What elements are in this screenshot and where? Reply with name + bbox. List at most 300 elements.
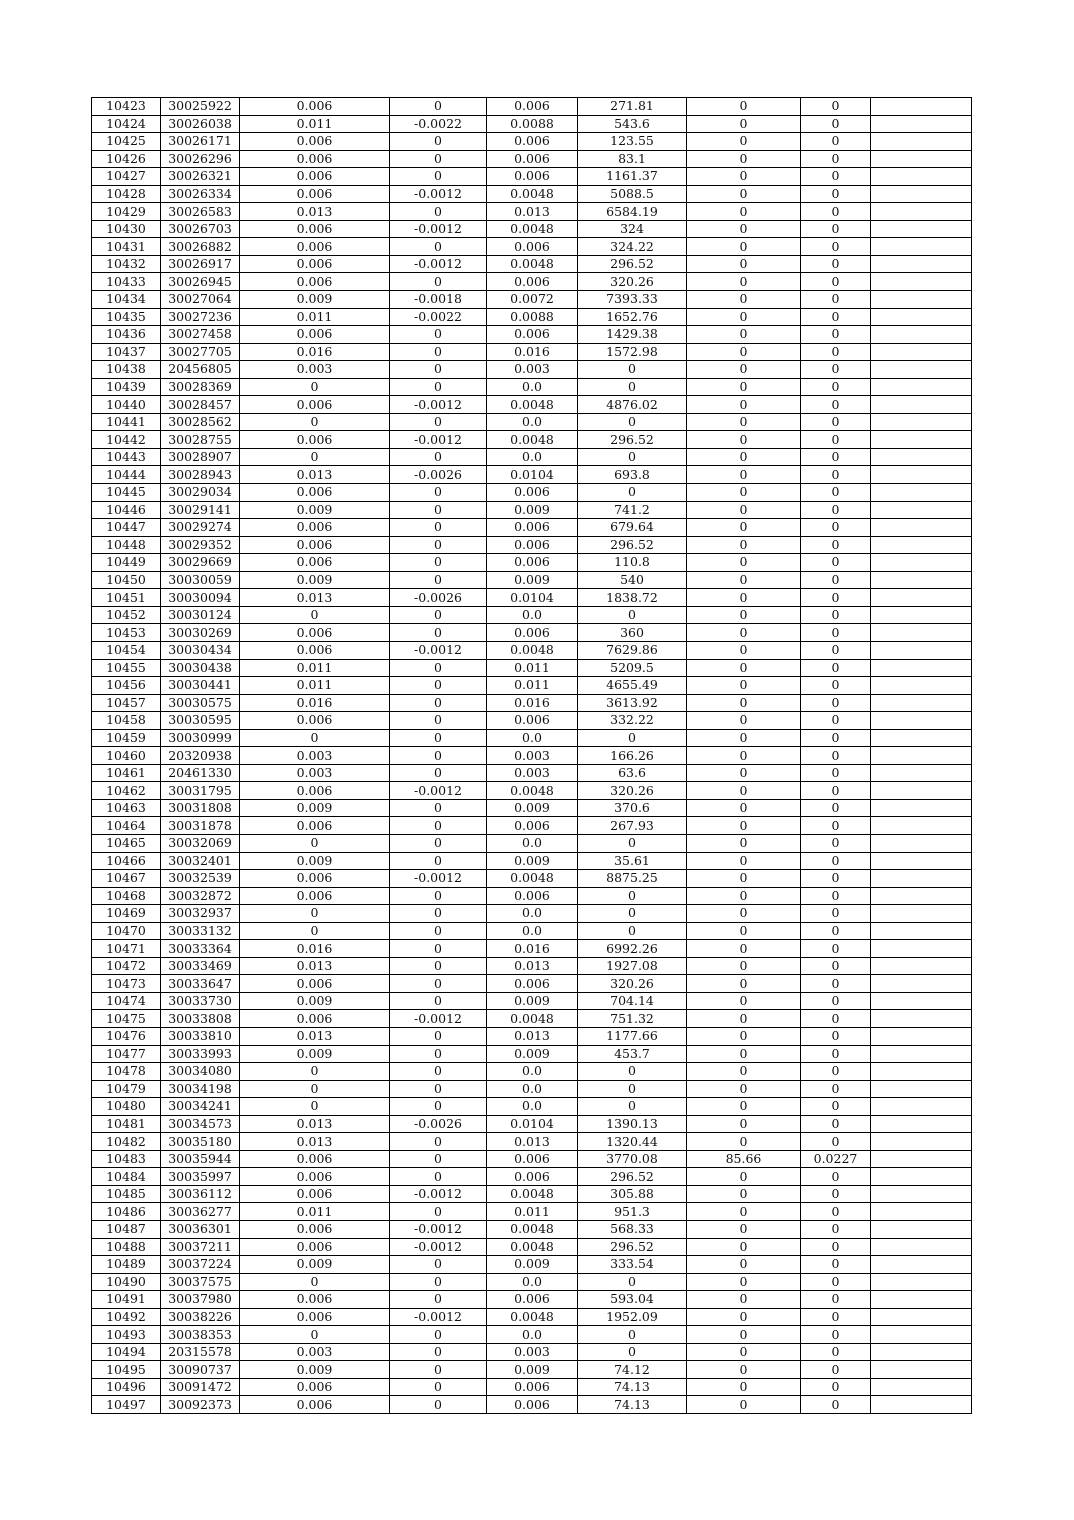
cell-blank	[871, 606, 972, 624]
cell-value-b: 0.006	[487, 1396, 578, 1414]
cell-extra-amount: 0	[687, 133, 801, 151]
cell-blank	[871, 536, 972, 554]
cell-account-id: 30032937	[161, 905, 240, 923]
cell-row-number: 10445	[92, 484, 161, 502]
cell-rate: 0	[801, 554, 871, 572]
cell-value-b: 0.003	[487, 1343, 578, 1361]
cell-value-a: 0.006	[240, 782, 390, 800]
cell-blank	[871, 501, 972, 519]
cell-rate: 0	[801, 659, 871, 677]
cell-blank	[871, 1308, 972, 1326]
cell-row-number: 10441	[92, 413, 161, 431]
cell-extra-amount: 0	[687, 782, 801, 800]
cell-extra-amount: 0	[687, 852, 801, 870]
cell-row-number: 10432	[92, 255, 161, 273]
cell-value-b: 0.003	[487, 747, 578, 765]
cell-rate: 0	[801, 571, 871, 589]
cell-account-id: 30030434	[161, 641, 240, 659]
cell-value-a: 0.006	[240, 396, 390, 414]
cell-extra-amount: 0	[687, 1256, 801, 1274]
cell-extra-amount: 0	[687, 747, 801, 765]
cell-extra-amount: 0	[687, 396, 801, 414]
cell-rate: 0	[801, 466, 871, 484]
cell-value-a: 0.003	[240, 361, 390, 379]
cell-row-number: 10474	[92, 992, 161, 1010]
cell-row-number: 10452	[92, 606, 161, 624]
cell-account-id: 30029274	[161, 519, 240, 537]
cell-extra-amount: 0	[687, 238, 801, 256]
cell-row-number: 10435	[92, 308, 161, 326]
table-row	[92, 536, 972, 554]
cell-extra-amount: 0	[687, 536, 801, 554]
cell-value-b: 0.0048	[487, 255, 578, 273]
cell-account-id: 30029669	[161, 554, 240, 572]
table-row	[92, 905, 972, 923]
cell-amount: 453.7	[578, 1045, 687, 1063]
cell-value-a: 0.006	[240, 1291, 390, 1309]
cell-value-b: 0.0048	[487, 1221, 578, 1239]
cell-account-id: 30026171	[161, 133, 240, 151]
table-row	[92, 484, 972, 502]
cell-row-number: 10449	[92, 554, 161, 572]
cell-amount: 543.6	[578, 115, 687, 133]
cell-row-number: 10493	[92, 1326, 161, 1344]
cell-value-b: 0.0	[487, 834, 578, 852]
cell-amount: 271.81	[578, 98, 687, 116]
cell-rate: 0	[801, 677, 871, 695]
cell-row-number: 10495	[92, 1361, 161, 1379]
cell-value-b: 0.016	[487, 940, 578, 958]
cell-account-id: 30026917	[161, 255, 240, 273]
cell-value-a: 0.006	[240, 536, 390, 554]
cell-value-a: 0.006	[240, 484, 390, 502]
cell-adjustment: -0.0018	[390, 291, 487, 309]
cell-blank	[871, 905, 972, 923]
cell-extra-amount: 0	[687, 1361, 801, 1379]
cell-value-b: 0.0	[487, 1098, 578, 1116]
table-row	[92, 273, 972, 291]
cell-extra-amount: 0	[687, 255, 801, 273]
table-row	[92, 1115, 972, 1133]
cell-extra-amount: 0	[687, 1027, 801, 1045]
cell-row-number: 10483	[92, 1150, 161, 1168]
cell-adjustment: 0	[390, 361, 487, 379]
cell-rate: 0	[801, 484, 871, 502]
cell-value-a: 0.006	[240, 712, 390, 730]
cell-row-number: 10438	[92, 361, 161, 379]
cell-adjustment: -0.0026	[390, 466, 487, 484]
cell-amount: 360	[578, 624, 687, 642]
cell-rate: 0	[801, 764, 871, 782]
cell-amount: 333.54	[578, 1256, 687, 1274]
cell-amount: 4655.49	[578, 677, 687, 695]
cell-adjustment: 0	[390, 817, 487, 835]
cell-blank	[871, 98, 972, 116]
cell-row-number: 10448	[92, 536, 161, 554]
cell-value-b: 0.0	[487, 729, 578, 747]
cell-amount: 320.26	[578, 782, 687, 800]
cell-adjustment: 0	[390, 905, 487, 923]
cell-rate: 0	[801, 1133, 871, 1151]
cell-row-number: 10456	[92, 677, 161, 695]
cell-extra-amount: 0	[687, 957, 801, 975]
cell-extra-amount: 0	[687, 1133, 801, 1151]
cell-adjustment: 0	[390, 712, 487, 730]
cell-adjustment: -0.0012	[390, 641, 487, 659]
cell-rate: 0	[801, 220, 871, 238]
cell-value-b: 0.0	[487, 1326, 578, 1344]
cell-value-b: 0.009	[487, 992, 578, 1010]
cell-rate: 0	[801, 168, 871, 186]
table-row	[92, 343, 972, 361]
cell-extra-amount: 0	[687, 1168, 801, 1186]
cell-adjustment: -0.0012	[390, 1221, 487, 1239]
cell-amount: 679.64	[578, 519, 687, 537]
cell-blank	[871, 975, 972, 993]
cell-blank	[871, 1203, 972, 1221]
cell-value-a: 0.006	[240, 1238, 390, 1256]
cell-extra-amount: 0	[687, 1273, 801, 1291]
cell-extra-amount: 85.66	[687, 1150, 801, 1168]
cell-amount: 1652.76	[578, 308, 687, 326]
cell-value-a: 0.006	[240, 554, 390, 572]
cell-blank	[871, 273, 972, 291]
cell-row-number: 10463	[92, 799, 161, 817]
cell-row-number: 10494	[92, 1343, 161, 1361]
cell-rate: 0	[801, 308, 871, 326]
cell-account-id: 30033469	[161, 957, 240, 975]
cell-adjustment: 0	[390, 677, 487, 695]
cell-rate: 0	[801, 255, 871, 273]
cell-value-a: 0.006	[240, 238, 390, 256]
cell-row-number: 10454	[92, 641, 161, 659]
cell-value-b: 0.0	[487, 448, 578, 466]
cell-blank	[871, 1045, 972, 1063]
cell-blank	[871, 799, 972, 817]
cell-amount: 1927.08	[578, 957, 687, 975]
cell-adjustment: 0	[390, 413, 487, 431]
cell-value-a: 0.006	[240, 1185, 390, 1203]
cell-row-number: 10476	[92, 1027, 161, 1045]
cell-row-number: 10480	[92, 1098, 161, 1116]
cell-value-b: 0.013	[487, 957, 578, 975]
cell-value-a: 0	[240, 1080, 390, 1098]
cell-amount: 8875.25	[578, 870, 687, 888]
table-row	[92, 1308, 972, 1326]
cell-extra-amount: 0	[687, 431, 801, 449]
cell-amount: 74.12	[578, 1361, 687, 1379]
cell-rate: 0	[801, 1045, 871, 1063]
cell-blank	[871, 1256, 972, 1274]
cell-blank	[871, 238, 972, 256]
cell-row-number: 10479	[92, 1080, 161, 1098]
cell-adjustment: 0	[390, 1273, 487, 1291]
cell-amount: 568.33	[578, 1221, 687, 1239]
cell-rate: 0	[801, 1238, 871, 1256]
cell-extra-amount: 0	[687, 185, 801, 203]
cell-value-a: 0.006	[240, 887, 390, 905]
cell-adjustment: 0	[390, 1343, 487, 1361]
cell-rate: 0	[801, 747, 871, 765]
cell-account-id: 30037211	[161, 1238, 240, 1256]
cell-extra-amount: 0	[687, 501, 801, 519]
cell-adjustment: 0	[390, 484, 487, 502]
cell-value-b: 0.006	[487, 975, 578, 993]
table-row	[92, 255, 972, 273]
table-row	[92, 1010, 972, 1028]
cell-amount: 3770.08	[578, 1150, 687, 1168]
table-row	[92, 1343, 972, 1361]
cell-row-number: 10447	[92, 519, 161, 537]
cell-value-b: 0.006	[487, 273, 578, 291]
table-row	[92, 378, 972, 396]
cell-account-id: 30033647	[161, 975, 240, 993]
cell-rate: 0	[801, 413, 871, 431]
cell-amount: 0	[578, 448, 687, 466]
cell-extra-amount: 0	[687, 624, 801, 642]
cell-extra-amount: 0	[687, 1098, 801, 1116]
cell-account-id: 30030595	[161, 712, 240, 730]
cell-row-number: 10471	[92, 940, 161, 958]
cell-amount: 320.26	[578, 975, 687, 993]
table-body	[92, 98, 972, 1414]
cell-blank	[871, 484, 972, 502]
table-row	[92, 396, 972, 414]
cell-value-a: 0.006	[240, 98, 390, 116]
cell-value-b: 0.0088	[487, 115, 578, 133]
cell-account-id: 30034573	[161, 1115, 240, 1133]
cell-value-a: 0	[240, 905, 390, 923]
cell-value-a: 0.016	[240, 694, 390, 712]
cell-extra-amount: 0	[687, 448, 801, 466]
cell-amount: 320.26	[578, 273, 687, 291]
cell-value-a: 0	[240, 413, 390, 431]
cell-account-id: 30030059	[161, 571, 240, 589]
cell-extra-amount: 0	[687, 1326, 801, 1344]
cell-amount: 1572.98	[578, 343, 687, 361]
table-row	[92, 922, 972, 940]
cell-row-number: 10440	[92, 396, 161, 414]
cell-extra-amount: 0	[687, 361, 801, 379]
cell-extra-amount: 0	[687, 887, 801, 905]
cell-value-a: 0.006	[240, 326, 390, 344]
cell-amount: 0	[578, 922, 687, 940]
cell-adjustment: 0	[390, 1326, 487, 1344]
cell-row-number: 10490	[92, 1273, 161, 1291]
cell-amount: 704.14	[578, 992, 687, 1010]
cell-blank	[871, 712, 972, 730]
cell-account-id: 30031795	[161, 782, 240, 800]
cell-value-b: 0.0	[487, 413, 578, 431]
cell-adjustment: 0	[390, 764, 487, 782]
table-row	[92, 817, 972, 835]
cell-blank	[871, 782, 972, 800]
cell-blank	[871, 378, 972, 396]
cell-row-number: 10475	[92, 1010, 161, 1028]
cell-adjustment: -0.0012	[390, 255, 487, 273]
cell-account-id: 30033730	[161, 992, 240, 1010]
cell-extra-amount: 0	[687, 729, 801, 747]
cell-row-number: 10453	[92, 624, 161, 642]
cell-adjustment: 0	[390, 448, 487, 466]
cell-extra-amount: 0	[687, 343, 801, 361]
table-row	[92, 1396, 972, 1414]
cell-account-id: 30033810	[161, 1027, 240, 1045]
cell-value-a: 0.009	[240, 992, 390, 1010]
cell-row-number: 10462	[92, 782, 161, 800]
cell-account-id: 30029141	[161, 501, 240, 519]
cell-extra-amount: 0	[687, 905, 801, 923]
cell-row-number: 10484	[92, 1168, 161, 1186]
cell-rate: 0	[801, 1378, 871, 1396]
cell-adjustment: 0	[390, 1045, 487, 1063]
cell-blank	[871, 361, 972, 379]
cell-extra-amount: 0	[687, 992, 801, 1010]
cell-value-a: 0.006	[240, 255, 390, 273]
cell-blank	[871, 922, 972, 940]
cell-blank	[871, 641, 972, 659]
cell-row-number: 10467	[92, 870, 161, 888]
cell-value-a: 0.006	[240, 975, 390, 993]
cell-adjustment: 0	[390, 1203, 487, 1221]
cell-value-b: 0.0104	[487, 1115, 578, 1133]
cell-value-b: 0.009	[487, 1045, 578, 1063]
cell-amount: 0	[578, 1080, 687, 1098]
cell-adjustment: 0	[390, 150, 487, 168]
cell-value-a: 0.009	[240, 852, 390, 870]
cell-extra-amount: 0	[687, 694, 801, 712]
table-row	[92, 624, 972, 642]
cell-extra-amount: 0	[687, 308, 801, 326]
cell-value-b: 0.009	[487, 501, 578, 519]
cell-rate: 0	[801, 870, 871, 888]
cell-account-id: 30034198	[161, 1080, 240, 1098]
table-row	[92, 799, 972, 817]
cell-value-b: 0.006	[487, 536, 578, 554]
cell-account-id: 30036277	[161, 1203, 240, 1221]
cell-value-b: 0.016	[487, 694, 578, 712]
cell-value-a: 0	[240, 729, 390, 747]
cell-extra-amount: 0	[687, 1291, 801, 1309]
cell-blank	[871, 1273, 972, 1291]
cell-rate: 0	[801, 624, 871, 642]
cell-account-id: 30028943	[161, 466, 240, 484]
cell-value-b: 0.0048	[487, 1238, 578, 1256]
cell-row-number: 10487	[92, 1221, 161, 1239]
cell-account-id: 30033993	[161, 1045, 240, 1063]
cell-rate: 0	[801, 852, 871, 870]
table-row	[92, 729, 972, 747]
cell-blank	[871, 1378, 972, 1396]
cell-value-b: 0.0048	[487, 870, 578, 888]
cell-amount: 0	[578, 1326, 687, 1344]
cell-extra-amount: 0	[687, 378, 801, 396]
cell-extra-amount: 0	[687, 554, 801, 572]
cell-row-number: 10472	[92, 957, 161, 975]
cell-extra-amount: 0	[687, 1378, 801, 1396]
table-row	[92, 712, 972, 730]
cell-rate: 0	[801, 729, 871, 747]
cell-adjustment: 0	[390, 1150, 487, 1168]
cell-adjustment: 0	[390, 606, 487, 624]
cell-blank	[871, 448, 972, 466]
cell-account-id: 30037224	[161, 1256, 240, 1274]
cell-value-b: 0.0048	[487, 396, 578, 414]
cell-value-a: 0.016	[240, 343, 390, 361]
cell-blank	[871, 659, 972, 677]
cell-value-b: 0.006	[487, 98, 578, 116]
cell-row-number: 10460	[92, 747, 161, 765]
cell-row-number: 10481	[92, 1115, 161, 1133]
cell-account-id: 20461330	[161, 764, 240, 782]
table-row	[92, 870, 972, 888]
cell-extra-amount: 0	[687, 1308, 801, 1326]
cell-account-id: 30032069	[161, 834, 240, 852]
cell-account-id: 30028562	[161, 413, 240, 431]
cell-blank	[871, 694, 972, 712]
cell-value-b: 0.0048	[487, 1308, 578, 1326]
cell-value-b: 0.006	[487, 150, 578, 168]
cell-rate: 0	[801, 343, 871, 361]
table-row	[92, 659, 972, 677]
cell-value-b: 0.0048	[487, 431, 578, 449]
cell-extra-amount: 0	[687, 1221, 801, 1239]
table-row	[92, 1361, 972, 1379]
cell-account-id: 30028457	[161, 396, 240, 414]
cell-adjustment: 0	[390, 554, 487, 572]
cell-rate: 0	[801, 361, 871, 379]
cell-value-a: 0	[240, 1098, 390, 1116]
cell-value-b: 0.003	[487, 764, 578, 782]
cell-amount: 693.8	[578, 466, 687, 484]
table-row	[92, 1378, 972, 1396]
cell-extra-amount: 0	[687, 834, 801, 852]
cell-extra-amount: 0	[687, 203, 801, 221]
cell-blank	[871, 1063, 972, 1081]
cell-value-b: 0.0048	[487, 220, 578, 238]
cell-blank	[871, 133, 972, 151]
cell-blank	[871, 764, 972, 782]
data-table	[91, 97, 972, 1414]
cell-value-a: 0.006	[240, 150, 390, 168]
cell-rate: 0	[801, 641, 871, 659]
cell-value-a: 0.006	[240, 1150, 390, 1168]
cell-amount: 35.61	[578, 852, 687, 870]
cell-blank	[871, 1027, 972, 1045]
cell-value-a: 0.011	[240, 308, 390, 326]
cell-adjustment: 0	[390, 1027, 487, 1045]
cell-adjustment: 0	[390, 799, 487, 817]
cell-adjustment: 0	[390, 1098, 487, 1116]
cell-blank	[871, 1238, 972, 1256]
cell-amount: 5088.5	[578, 185, 687, 203]
cell-blank	[871, 1098, 972, 1116]
cell-value-a: 0.006	[240, 641, 390, 659]
cell-rate: 0	[801, 115, 871, 133]
cell-extra-amount: 0	[687, 799, 801, 817]
table-row	[92, 747, 972, 765]
cell-adjustment: -0.0012	[390, 1010, 487, 1028]
cell-blank	[871, 887, 972, 905]
cell-row-number: 10470	[92, 922, 161, 940]
table-row	[92, 782, 972, 800]
cell-value-a: 0.013	[240, 203, 390, 221]
table-row	[92, 1098, 972, 1116]
cell-amount: 324.22	[578, 238, 687, 256]
cell-value-a: 0.006	[240, 168, 390, 186]
cell-value-a: 0.011	[240, 659, 390, 677]
cell-rate: 0	[801, 448, 871, 466]
